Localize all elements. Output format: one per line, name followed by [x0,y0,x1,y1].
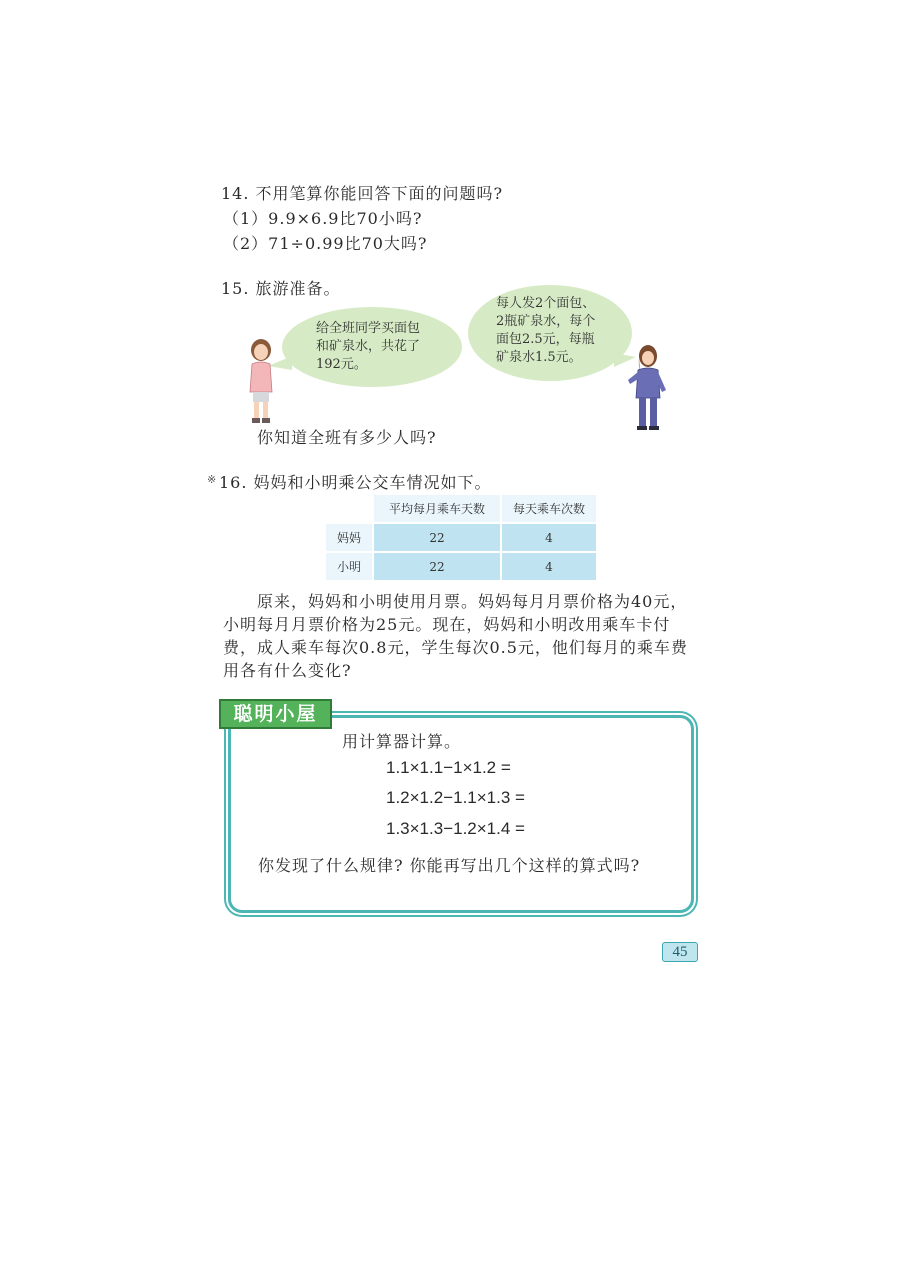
table-cell: 22 [373,523,501,552]
girl-illustration [244,336,278,426]
table-cell: 4 [501,523,597,552]
equation: 1.1×1.1−1×1.2 = [386,758,511,777]
teacher-illustration [624,344,670,432]
optional-marker: ※ [207,473,217,486]
table-header: 每天乘车次数 [501,495,597,523]
q16-title: 16. 妈妈和小明乘公交车情况如下。 [219,473,492,492]
table-header: 平均每月乘车天数 [373,495,501,523]
equation: 1.3×1.3−1.2×1.4 = [386,819,525,838]
row-label: 妈妈 [326,523,373,552]
speech-bubble-left [282,307,462,387]
table-row [326,523,597,552]
table-header-row [326,495,597,523]
q16-paragraph-line: 费，成人乘车每次0.8元，学生每次0.5元，他们每月的乘车费 [223,638,688,657]
bubble-line: 给全班同学买面包 [316,321,421,336]
bubble-line: 矿泉水1.5元。 [496,350,582,365]
q16-paragraph-line: 用各有什么变化? [223,661,352,680]
table-cell: 4 [501,552,597,581]
q16-paragraph-line: 小明每月月票价格为25元。现在，妈妈和小明改用乘车卡付 [223,615,671,634]
clever-house-intro: 用计算器计算。 [342,732,462,751]
bubble-line: 面包2.5元，每瓶 [496,332,595,347]
q16-paragraph-line: 原来，妈妈和小明使用月票。妈妈每月月票价格为40元， [257,592,688,611]
table-corner [326,495,373,523]
q14-part1: （1）9.9×6.9比70小吗? [223,209,423,228]
table-row [326,552,597,581]
page-number: 45 [662,942,698,962]
q15-question: 你知道全班有多少人吗? [257,428,437,447]
bubble-line: 和矿泉水，共花了 [316,339,421,354]
table-cell: 22 [373,552,501,581]
equation: 1.2×1.2−1.1×1.3 = [386,788,525,807]
bus-usage-table [326,495,598,582]
clever-house-question: 你发现了什么规律? 你能再写出几个这样的算式吗? [258,856,641,875]
bubble-line: 192元。 [316,357,367,372]
bubble-line: 2瓶矿泉水，每个 [496,314,596,329]
q14-part2: （2）71÷0.99比70大吗? [223,234,428,253]
q14-title: 14. 不用笔算你能回答下面的问题吗? [221,184,504,203]
clever-house-label: 聪明小屋 [219,699,332,729]
bubble-line: 每人发2个面包、 [496,296,596,311]
speech-bubble-right [468,285,632,381]
q15-title: 15. 旅游准备。 [221,279,341,298]
row-label: 小明 [326,552,373,581]
